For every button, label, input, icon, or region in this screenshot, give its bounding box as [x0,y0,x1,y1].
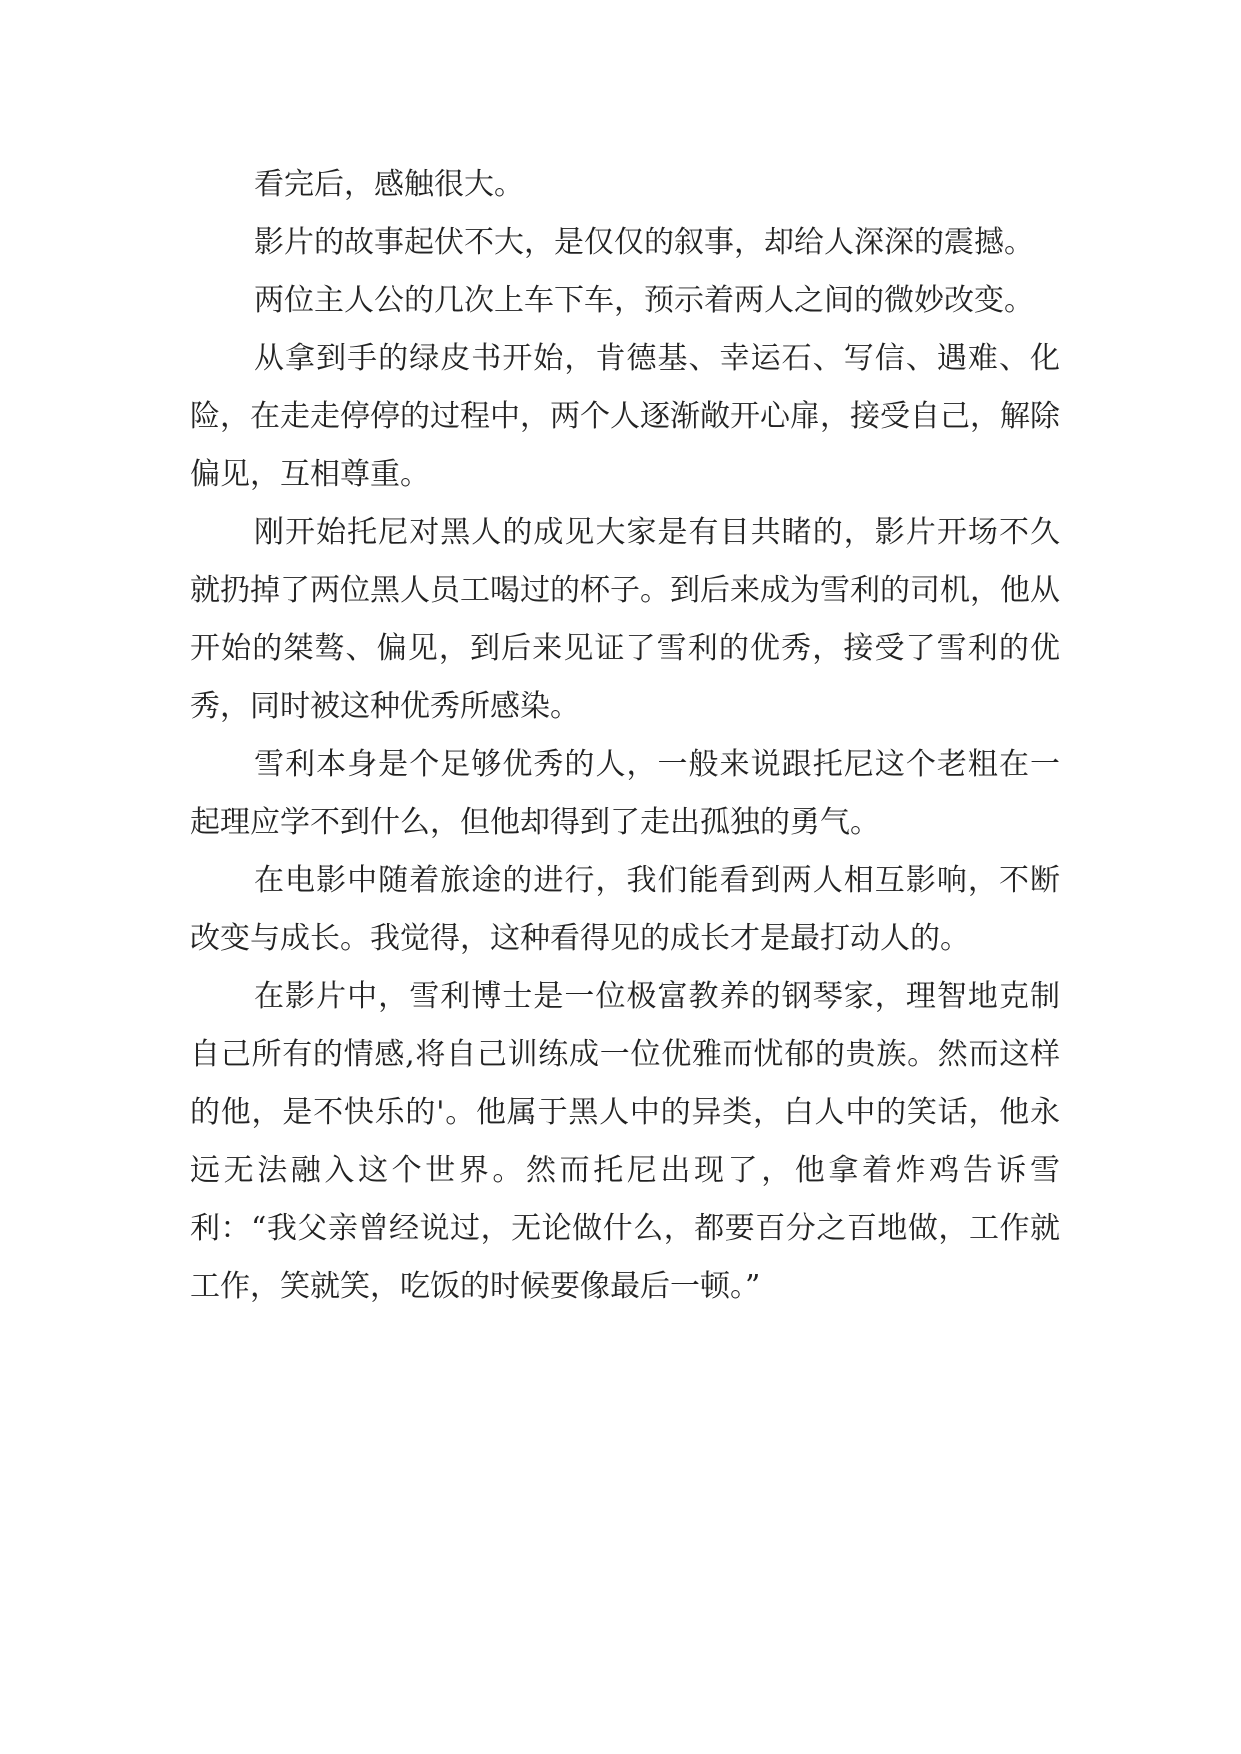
paragraph-7: 在电影中随着旅途的进行，我们能看到两人相互影响，不断改变与成长。我觉得，这种看得见的成长才是最打动人的。 [190,863,1060,956]
paragraph-3: 两位主人公的几次上车下车，预示着两人之间的微妙改变。 [254,283,1034,318]
paragraph-6: 雪利本身是个足够优秀的人，一般来说跟托尼这个老粗在一起理应学不到什么，但他却得到了走出孤独的勇气。 [190,747,1060,840]
paragraph-1: 看完后，感触很大。 [254,167,524,202]
paragraph-5: 刚开始托尼对黑人的成见大家是有目共睹的，影片开场不久就扔掉了两位黑人员工喝过的杯子。到后来成为雪利的司机，他从开始的桀骜、偏见，到后来见证了雪利的优秀，接受了雪利的优秀，同时被这种优秀所感染。 [190,515,1060,724]
paragraph-2: 影片的故事起伏不大，是仅仅的叙事，却给人深深的震撼。 [254,225,1034,260]
paragraph-8: 在影片中，雪利博士是一位极富教养的钢琴家，理智地克制自己所有的情感,将自己训练成一位优雅而忧郁的贵族。然而这样的他，是不快乐的'。他属于黑人中的异类，白人中的笑话，他永远无法融入这个世界。然而托尼出现了，他拿着炸鸡告诉雪利：“我父亲曾经说过，无论做什么，都要百分之百地做，工作就工作，笑就笑，吃饭的时候要像最后一顿。” [190,979,1060,1304]
document-body [190,156,1060,1316]
paragraph-4: 从拿到手的绿皮书开始，肯德基、幸运石、写信、遇难、化险，在走走停停的过程中，两个人逐渐敞开心扉，接受自己，解除偏见，互相尊重。 [190,341,1060,492]
